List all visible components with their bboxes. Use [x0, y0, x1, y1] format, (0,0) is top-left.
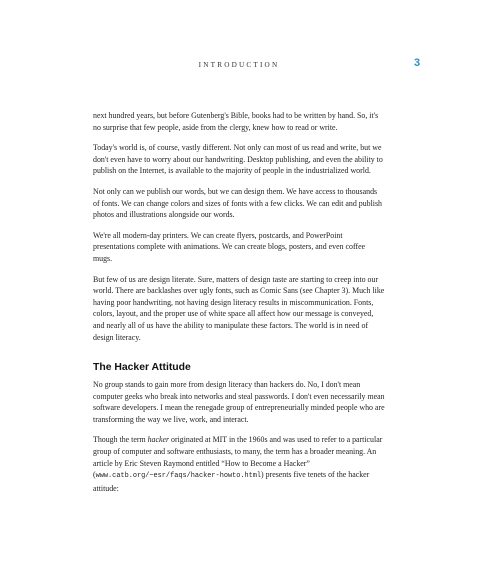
paragraph-3: Not only can we publish our words, but we can design them. We have access to thousands of fonts. We can change colors and sizes of fonts with a few clicks. We can edit and publish photos and illustrations alongside our words.	[93, 186, 382, 220]
paragraph-7-text-middle: originated at MIT in the 1960s and was used to refer to a particular group of computer and software enthusiasts, to many, the term has a broader meaning. An article by Eric Steven Raymond entitled “How to Become a Hacker” (	[93, 435, 383, 480]
page-body	[93, 110, 385, 503]
paragraph-2: Today's world is, of course, vastly different. Not only can most of us read and write, but we don't even have to worry about our handwriting. Desktop publishing, and even the ability to publish on the Internet, is available to the majority of people in the industrialized world.	[93, 143, 383, 176]
paragraph-5: But few of us are design literate. Sure, matters of design taste are starting to creep into our world. There are backlashes over ugly fonts, such as Comic Sans (see Chapter 3). Much like having poor handwriting, not having design literacy results in miscommunication. Fonts, colors, layout, and the proper use of white space all affect how our message is conveyed, and nearly all of us have the ability to manipulate these factors. The world is in need of design literacy.	[93, 274, 385, 342]
paragraph-7-text-start: Though the term	[93, 435, 148, 445]
paragraph-1: next hundred years, but before Gutenberg's Bible, books had to be written by hand. So, it's no surprise that few people, aside from the clergy, knew how to read or write.	[93, 111, 379, 132]
paragraph-7-text-end: ) presents five tenets of the hacker attitude:	[93, 470, 370, 493]
running-head: INTRODUCTION	[198, 61, 280, 69]
section-heading: The Hacker Attitude	[93, 362, 191, 374]
paragraph-4: We're all modern-day printers. We can create flyers, postcards, and PowerPoint presentations complete with animations. We can create blogs, posters, and even coffee mugs.	[93, 230, 366, 263]
term-hacker: hacker	[147, 435, 170, 445]
page-number: 3	[414, 57, 421, 69]
paragraph-6: No group stands to gain more from design literacy than hackers do. No, I don't mean computer geeks who break into networks and steal passwords. I don't even necessarily mean software developers. I mean the renegade group of entrepreneurially minded people who are transforming the way we live, work, and interact.	[93, 380, 385, 424]
article-url: www.catb.org/~esr/faqs/hacker-howto.html	[95, 472, 262, 481]
paragraph-7	[93, 434, 385, 494]
